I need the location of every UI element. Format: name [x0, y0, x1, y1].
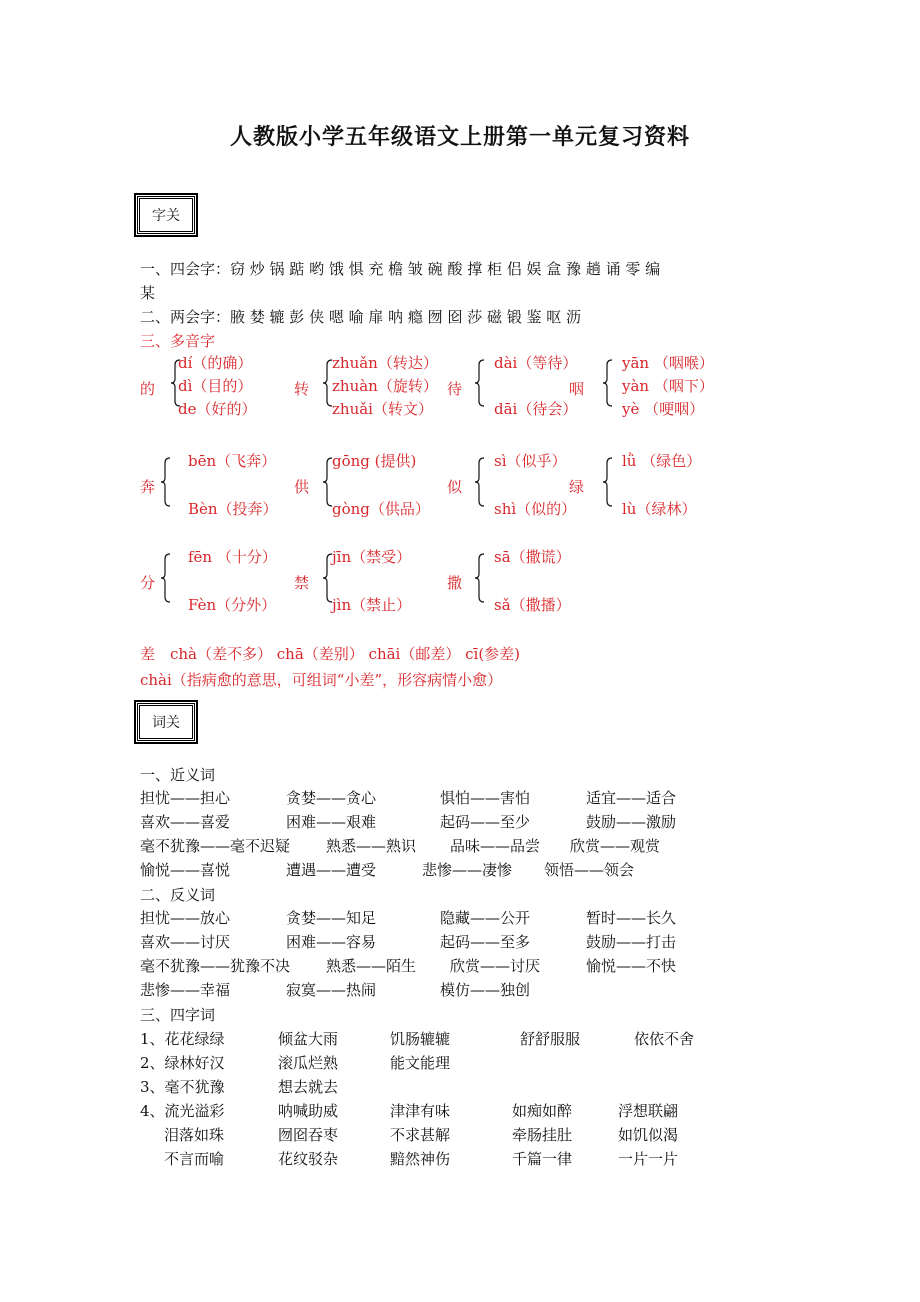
word-item: 一片一片 — [618, 1150, 679, 1168]
cha-line-2: chài（指病愈的意思，可组词“小差”，形容病情小愈） — [140, 671, 503, 689]
polyphone-reading: zhuàn（旋转） — [332, 377, 438, 395]
brace-icon — [474, 552, 486, 604]
word-item: 熟悉——熟识 — [326, 837, 417, 855]
brace-icon — [160, 552, 172, 604]
word-item: 不求甚解 — [390, 1126, 451, 1144]
word-item: 起码——至多 — [440, 933, 531, 951]
word-item: 黯然神伤 — [390, 1150, 451, 1168]
polyphone-reading: sì（似乎） — [494, 452, 567, 470]
word-item: 牵肠挂肚 — [512, 1126, 573, 1144]
polyphone-reading: jīn（禁受） — [332, 548, 412, 566]
word-item: 千篇一律 — [512, 1150, 573, 1168]
section-label-ci — [137, 703, 195, 741]
word-item: 舒舒服服 — [520, 1030, 581, 1048]
polyphone-reading: yàn （咽下） — [622, 377, 714, 395]
word-item: 欣赏——观赏 — [570, 837, 661, 855]
section-label-zi — [137, 196, 195, 234]
polyphone-char: 的 — [140, 380, 156, 398]
word-item: 愉悦——不快 — [586, 957, 677, 975]
word-item: 贪婪——贪心 — [286, 789, 377, 807]
word-item: 饥肠辘辘 — [390, 1030, 451, 1048]
idiom-heading: 三、四字词 — [140, 1006, 216, 1024]
synonym-heading: 一、近义词 — [140, 766, 216, 784]
polyphone-reading: zhuǎn（转达） — [332, 354, 438, 372]
word-item: 鼓励——打击 — [586, 933, 677, 951]
polyphone-char: 分 — [140, 574, 156, 592]
word-item: 适宜——适合 — [586, 789, 677, 807]
word-item: 寂寞——热闹 — [286, 981, 377, 999]
polyphone-char: 咽 — [569, 380, 585, 398]
word-item: 毫不犹豫——犹豫不决 — [140, 957, 291, 975]
word-item: 4、流光溢彩 — [140, 1102, 225, 1120]
word-item: 悲惨——凄惨 — [422, 861, 513, 879]
brace-icon — [160, 456, 172, 508]
word-item: 2、绿林好汉 — [140, 1054, 225, 1072]
word-item: 呐喊助威 — [278, 1102, 339, 1120]
word-item: 想去就去 — [278, 1078, 339, 1096]
word-item: 依依不舍 — [634, 1030, 695, 1048]
word-item: 悲惨——幸福 — [140, 981, 231, 999]
polyphone-char: 转 — [294, 380, 310, 398]
polyphone-char: 奔 — [140, 478, 156, 496]
word-item: 惧怕——害怕 — [440, 789, 531, 807]
polyphone-char: 撒 — [447, 574, 463, 592]
word-item: 3、毫不犹豫 — [140, 1078, 225, 1096]
word-item: 如饥似渴 — [618, 1126, 679, 1144]
word-item: 领悟——领会 — [544, 861, 635, 879]
polyphone-reading: dài（等待） — [494, 354, 578, 372]
word-item: 遭遇——遭受 — [286, 861, 377, 879]
polyphone-reading: jìn（禁止） — [332, 596, 412, 614]
polyphone-char: 待 — [447, 380, 463, 398]
polyphone-reading: shì（似的） — [494, 500, 577, 518]
word-item: 倾盆大雨 — [278, 1030, 339, 1048]
polyphone-reading: bēn（飞奔） — [188, 452, 277, 470]
polyphone-reading: fēn （十分） — [188, 548, 277, 566]
word-item: 1、花花绿绿 — [140, 1030, 225, 1048]
word-item: 熟悉——陌生 — [326, 957, 417, 975]
brace-icon — [474, 358, 486, 408]
page-title: 人教版小学五年级语文上册第一单元复习资料 — [229, 124, 690, 150]
four-chars-line-2: 某 — [140, 284, 156, 302]
word-item: 囫囵吞枣 — [278, 1126, 339, 1144]
polyphone-char: 禁 — [294, 574, 310, 592]
polyphone-reading: zhuǎi（转文） — [332, 400, 433, 418]
section-label-zi-text: 字关 — [152, 208, 180, 224]
polyphone-reading: gòng（供品） — [332, 500, 430, 518]
section-label-ci-text: 词关 — [152, 715, 180, 731]
polyphone-reading: dāi（待会） — [494, 400, 578, 418]
polyphone-reading: yān （咽喉） — [622, 354, 714, 372]
polyphone-reading: dì（目的） — [178, 377, 253, 395]
word-item: 起码——至少 — [440, 813, 531, 831]
polyphone-reading: Bèn（投奔） — [188, 500, 278, 518]
brace-icon — [474, 456, 486, 508]
word-item: 花纹驳杂 — [278, 1150, 339, 1168]
word-item: 泪落如珠 — [164, 1126, 225, 1144]
word-item: 隐藏——公开 — [440, 909, 531, 927]
word-item: 喜欢——讨厌 — [140, 933, 231, 951]
polyphone-reading: sǎ（撒播） — [494, 596, 571, 614]
polyphone-reading: gōng (提供) — [332, 452, 417, 470]
polyphone-heading: 三、多音字 — [140, 332, 216, 350]
word-item: 津津有味 — [390, 1102, 451, 1120]
word-item: 如痴如醉 — [512, 1102, 573, 1120]
word-item: 毫不犹豫——毫不迟疑 — [140, 837, 291, 855]
polyphone-char: 绿 — [569, 478, 585, 496]
word-item: 困难——艰难 — [286, 813, 377, 831]
word-item: 担忧——放心 — [140, 909, 231, 927]
polyphone-reading: lù（绿林） — [622, 500, 697, 518]
word-item: 喜欢——喜爱 — [140, 813, 231, 831]
cha-line-1: 差 chà（差不多） chā（差别） chāi（邮差） cī(参差) — [140, 645, 521, 663]
word-item: 能文能理 — [390, 1054, 451, 1072]
polyphone-char: 似 — [447, 478, 463, 496]
word-item: 模仿——独创 — [440, 981, 531, 999]
word-item: 滚瓜烂熟 — [278, 1054, 339, 1072]
word-item: 愉悦——喜悦 — [140, 861, 231, 879]
brace-icon — [602, 456, 614, 508]
polyphone-reading: Fèn（分外） — [188, 596, 277, 614]
polyphone-reading: de（好的） — [178, 400, 257, 418]
word-item: 品味——品尝 — [450, 837, 541, 855]
polyphone-reading: yè （哽咽） — [622, 400, 705, 418]
word-item: 困难——容易 — [286, 933, 377, 951]
brace-icon — [602, 358, 614, 408]
polyphone-char: 供 — [294, 478, 310, 496]
two-chars-line: 二、两会字：腋 婪 辘 彭 侠 嗯 喻 扉 呐 瘾 囫 囵 莎 磁 锻 鉴 呕 沥 — [140, 308, 582, 326]
antonym-heading: 二、反义词 — [140, 886, 216, 904]
polyphone-reading: lǜ （绿色） — [622, 452, 702, 470]
word-item: 浮想联翩 — [618, 1102, 679, 1120]
four-chars-line-1: 一、四会字：窃 炒 锅 踮 哟 饿 惧 充 檐 皱 碗 酸 撑 柜 侣 娱 盒 豫 趟 诵 零 编 — [140, 260, 661, 278]
word-item: 担忧——担心 — [140, 789, 231, 807]
word-item: 贪婪——知足 — [286, 909, 377, 927]
polyphone-reading: sā（撒谎） — [494, 548, 571, 566]
word-item: 欣赏——讨厌 — [450, 957, 541, 975]
word-item: 鼓励——激励 — [586, 813, 677, 831]
polyphone-reading: dí（的确） — [178, 354, 253, 372]
word-item: 不言而喻 — [164, 1150, 225, 1168]
word-item: 暂时——长久 — [586, 909, 677, 927]
